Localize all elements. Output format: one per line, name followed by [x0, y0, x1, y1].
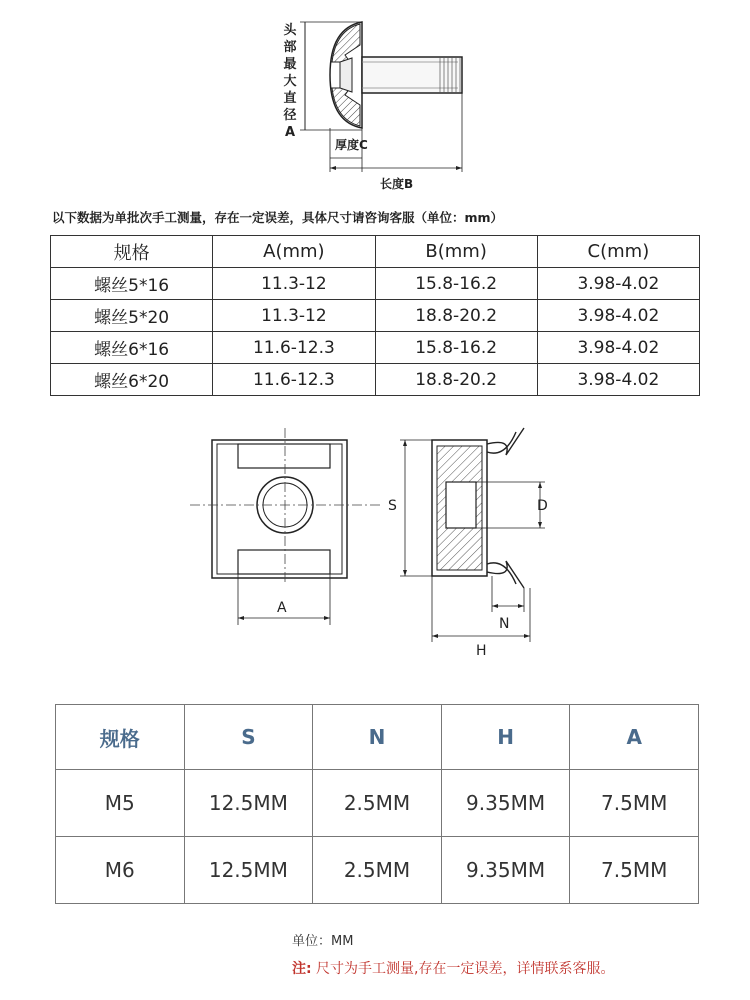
table-cell: 7.5MM [570, 837, 699, 904]
head-label-char: 大 [283, 74, 297, 89]
table-cell: 11.3-12 [213, 268, 375, 300]
table-cell: 3.98-4.02 [537, 268, 699, 300]
table-cell: 11.6-12.3 [213, 332, 375, 364]
table-cell: 3.98-4.02 [537, 332, 699, 364]
table-row [51, 364, 700, 396]
table-cell: 11.6-12.3 [213, 364, 375, 396]
header-cell: B(mm) [375, 236, 537, 268]
table-header-row [56, 705, 699, 770]
unit-note: 单位：MM [292, 934, 354, 949]
head-label-char: 径 [283, 108, 297, 123]
table-cell: 15.8-16.2 [375, 268, 537, 300]
table-cell: 9.35MM [441, 770, 570, 837]
table-cell: 螺丝5*20 [51, 300, 213, 332]
nut-front-view [190, 428, 380, 625]
table-cell: 2.5MM [313, 770, 442, 837]
nut-label-s: S [388, 498, 397, 514]
table-cell: 15.8-16.2 [375, 332, 537, 364]
nut-label-h: H [476, 643, 487, 659]
length-label: 长度B [380, 177, 414, 191]
table-cell: 9.35MM [441, 837, 570, 904]
header-cell: C(mm) [537, 236, 699, 268]
nut-label-n: N [499, 616, 510, 632]
nut-label-d: D [537, 498, 548, 514]
table-cell: 3.98-4.02 [537, 300, 699, 332]
head-label-char: 直 [283, 91, 297, 106]
cage-nut-diagram [180, 425, 580, 665]
head-label-char: 部 [283, 40, 297, 55]
warning-text: 尺寸为手工测量,存在一定误差，详情联系客服。 [311, 961, 615, 977]
table-row [56, 837, 699, 904]
table-cell: 2.5MM [313, 837, 442, 904]
table-header-row [51, 236, 700, 268]
table-cell: 12.5MM [184, 770, 313, 837]
table-cell: 螺丝6*16 [51, 332, 213, 364]
header-cell: 规格 [56, 705, 185, 770]
header-cell: A [570, 705, 699, 770]
warning-prefix: 注: [292, 961, 312, 977]
header-cell: N [313, 705, 442, 770]
header-cell: A(mm) [213, 236, 375, 268]
table-cell: M6 [56, 837, 185, 904]
table-cell: M5 [56, 770, 185, 837]
head-label-char: 头 [283, 23, 297, 38]
header-cell: S [184, 705, 313, 770]
screw-spec-table [50, 235, 700, 396]
measurement-note: 以下数据为单批次手工测量，存在一定误差，具体尺寸请咨询客服（单位：mm） [52, 210, 504, 225]
table-row [51, 268, 700, 300]
table-row [51, 300, 700, 332]
nut-side-view [400, 428, 545, 642]
table-cell: 18.8-20.2 [375, 364, 537, 396]
head-label-char: 最 [283, 57, 297, 72]
table-row [51, 332, 700, 364]
table-cell: 7.5MM [570, 770, 699, 837]
header-cell: H [441, 705, 570, 770]
table-cell: 11.3-12 [213, 300, 375, 332]
table-cell: 3.98-4.02 [537, 364, 699, 396]
warning-note [292, 958, 615, 978]
table-row [56, 770, 699, 837]
header-cell: 规格 [51, 236, 213, 268]
head-label-char: A [284, 125, 296, 140]
table-cell: 螺丝5*16 [51, 268, 213, 300]
nut-spec-table [55, 704, 699, 904]
table-cell: 螺丝6*20 [51, 364, 213, 396]
table-cell: 18.8-20.2 [375, 300, 537, 332]
thickness-label: 厚度C [335, 138, 368, 152]
nut-label-a: A [277, 600, 287, 616]
screw-diagram [270, 8, 500, 198]
table-cell: 12.5MM [184, 837, 313, 904]
